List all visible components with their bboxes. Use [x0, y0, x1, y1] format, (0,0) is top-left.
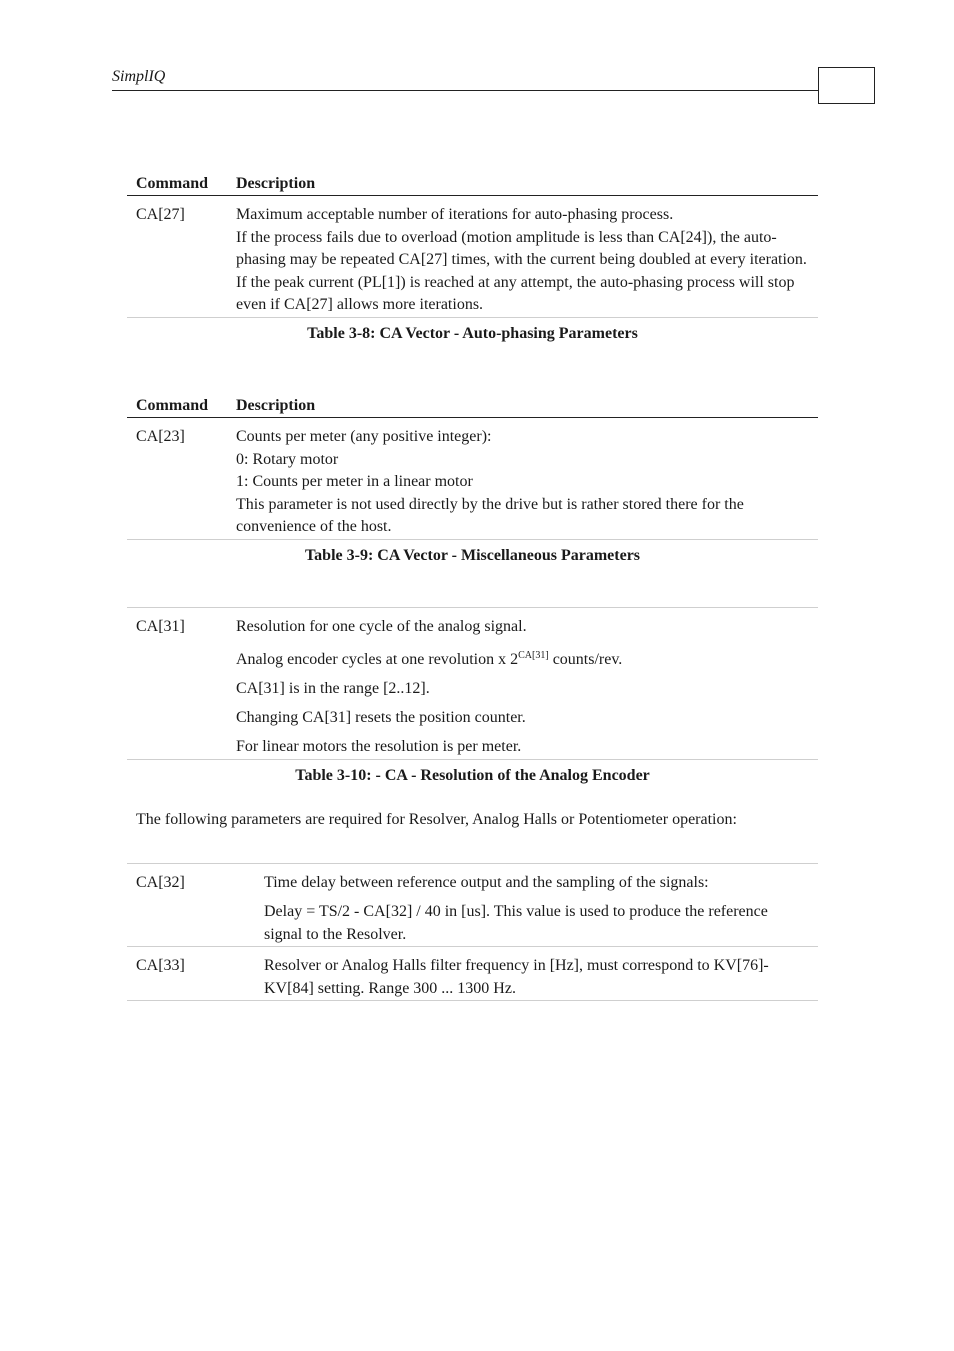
column-header-command: Command — [136, 175, 209, 192]
description-line: CA[31] is in the range [2..12]. — [236, 680, 430, 697]
table-3-8 — [127, 173, 818, 343]
page-number-box — [818, 67, 875, 104]
description-line: 1: Counts per meter in a linear motor — [236, 473, 473, 490]
command-cell: CA[31] — [136, 618, 185, 635]
table-row — [127, 418, 818, 540]
description-line-with-exponent — [236, 645, 810, 672]
resolver-parameters-table — [127, 863, 818, 1001]
description-cell — [264, 864, 818, 946]
description-line: For linear motors the resolution is per meter. — [236, 738, 522, 755]
description-line: Counts per meter (any positive integer): — [236, 428, 492, 445]
intro-paragraph: The following parameters are required for Resolver, Analog Halls or Potentiometer operation: — [136, 811, 737, 828]
description-line: Changing CA[31] resets the position counter. — [236, 709, 526, 726]
table-caption: Table 3-9: CA Vector - Miscellaneous Parameters — [304, 546, 641, 564]
exponent: CA[31] — [518, 650, 549, 661]
description-line: 0: Rotary motor — [236, 450, 339, 468]
description-cell — [236, 196, 818, 317]
table-header — [127, 395, 818, 418]
description-line: Resolution for one cycle of the analog signal. — [236, 618, 527, 635]
description-cell — [236, 608, 818, 759]
page-header — [0, 0, 954, 110]
table-header — [127, 173, 818, 196]
table-row — [127, 947, 818, 1001]
running-header-title: SimplIQ — [112, 68, 166, 85]
description-line: Time delay between reference output and the sampling of the signals: — [264, 874, 709, 891]
description-line: Resolver or Analog Halls filter frequency in [Hz], must correspond to KV[76]-KV[84] setting. Range 300 ... 1300 Hz. — [264, 957, 769, 997]
command-cell: CA[27] — [136, 206, 185, 223]
description-cell — [236, 418, 818, 539]
description-line: Delay = TS/2 - CA[32] / 40 in [us]. This value is used to produce the reference signal to the Resolver. — [264, 903, 768, 943]
table-3-9 — [127, 395, 818, 565]
description-line: This parameter is not used directly by the drive but is rather stored there for the convenience of the host. — [236, 495, 744, 535]
command-cell: CA[23] — [136, 428, 185, 445]
description-line: If the process fails due to overload (motion amplitude is less than CA[24]), the auto-phasing may be repeated CA[27] times, with the current being doubled at every iteration. If the peak current (PL[1]) is reached at any attempt, the auto-phasing process will stop even if CA[27] allows more iterations. — [236, 228, 807, 313]
table-3-10 — [127, 607, 818, 785]
column-header-command: Command — [136, 397, 209, 414]
command-cell: CA[33] — [136, 957, 185, 974]
column-header-description: Description — [236, 397, 316, 414]
description-line: Maximum acceptable number of iterations for auto-phasing process. — [236, 206, 674, 223]
table-row — [127, 196, 818, 318]
table-row — [127, 608, 818, 760]
header-rule — [112, 90, 818, 91]
table-row — [127, 864, 818, 947]
table-caption: Table 3-8: CA Vector - Auto-phasing Parameters — [307, 324, 638, 342]
description-text-suffix: counts/rev. — [548, 651, 623, 668]
description-text: Analog encoder cycles at one revolution x 2 — [236, 651, 519, 668]
column-header-description: Description — [236, 175, 316, 192]
command-cell: CA[32] — [136, 874, 185, 891]
table-caption: Table 3-10: - CA - Resolution of the Analog Encoder — [295, 766, 650, 784]
description-cell — [264, 947, 818, 1000]
